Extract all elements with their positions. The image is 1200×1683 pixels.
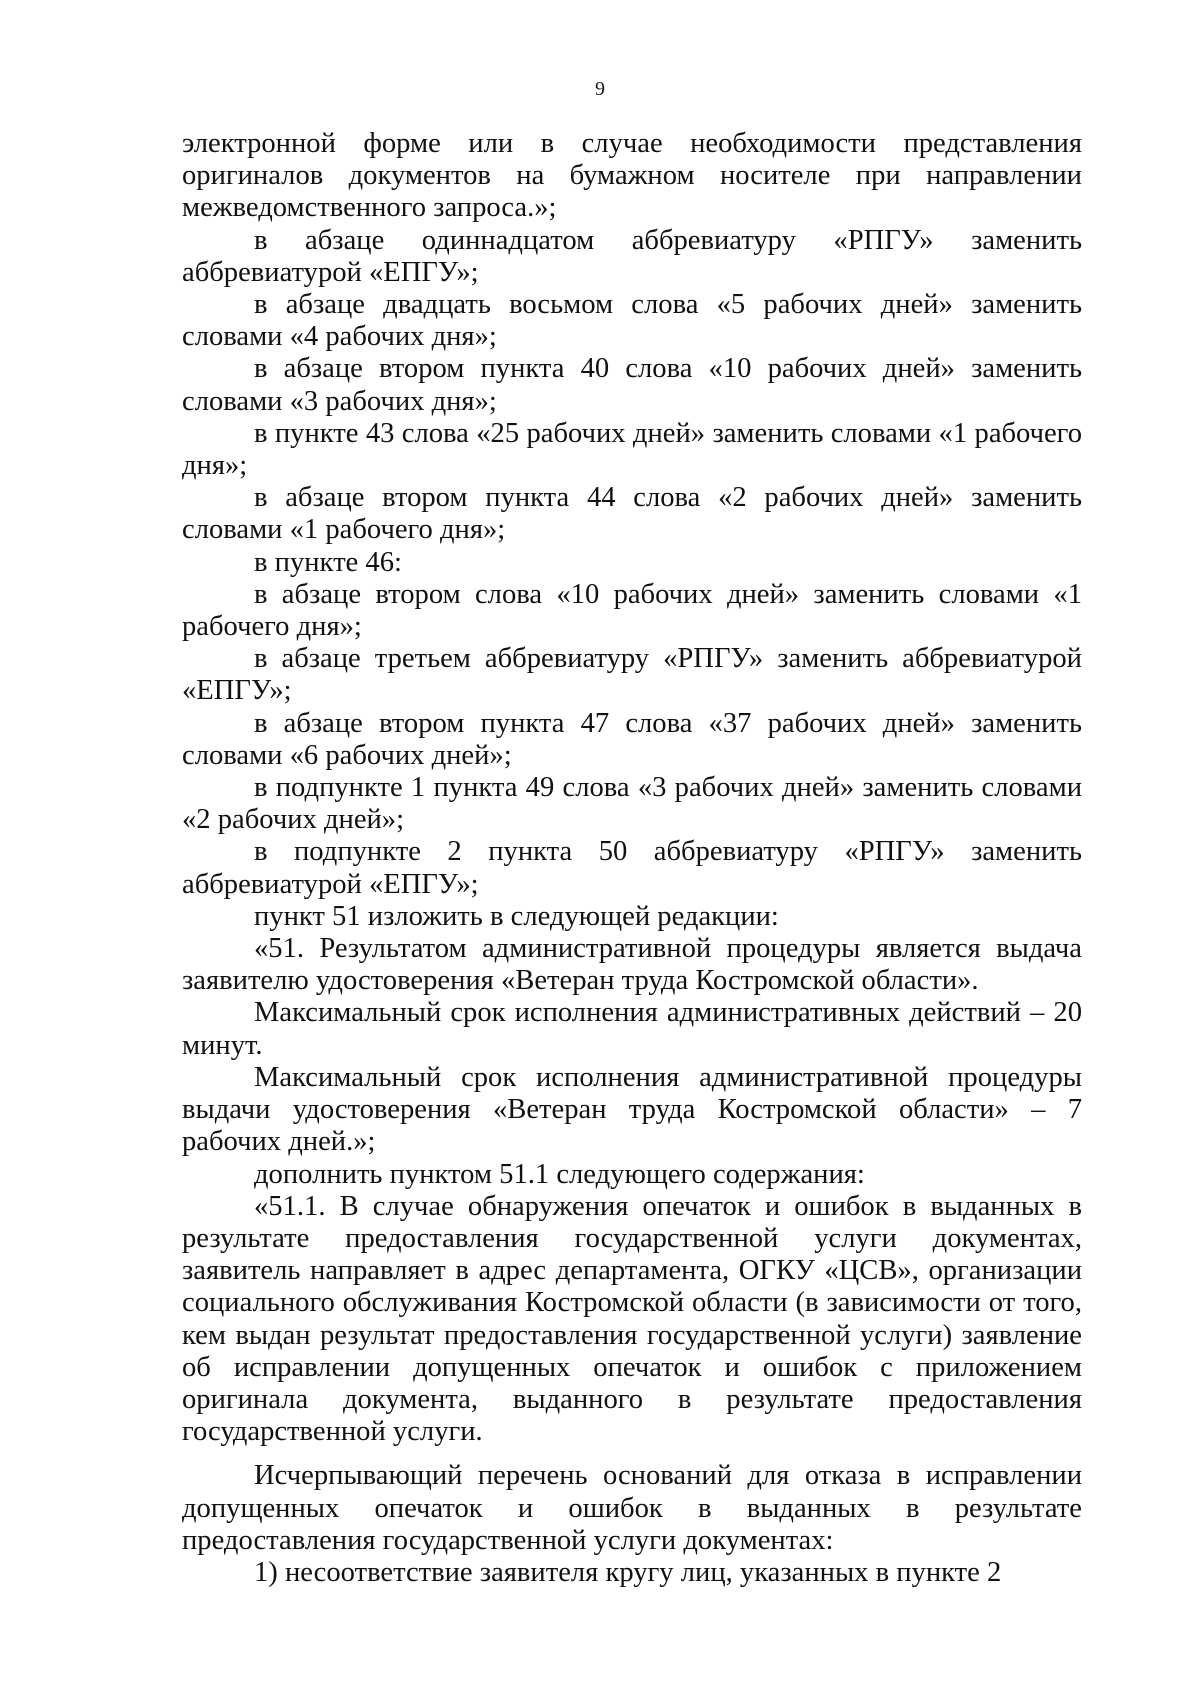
paragraph: в абзаце третьем аббревиатуру «РПГУ» заменить аббревиатурой «ЕПГУ»;: [182, 643, 1082, 707]
paragraph: «51.1. В случае обнаружения опечаток и ошибок в выданных в результате предоставления государственной услуги документах, заявитель направляет в адрес департамента, ОГКУ «ЦСВ», организации социального обслуживания Костромской области (в зависимости от того, кем выдан результат предоставления государственной услуги) заявление об исправлении допущенных опечаток и ошибок с приложением оригинала документа, выданного в результате предоставления государственной услуги.: [182, 1190, 1082, 1448]
paragraph: в абзаце одиннадцатом аббревиатуру «РПГУ» заменить аббревиатурой «ЕПГУ»;: [182, 224, 1082, 288]
paragraph: в подпункте 2 пункта 50 аббревиатуру «РПГУ» заменить аббревиатурой «ЕПГУ»;: [182, 836, 1082, 900]
paragraph-continuation: электронной форме или в случае необходимости представления оригиналов документов на бумажном носителе при направлении межведомственного запроса.»;: [182, 128, 1082, 224]
paragraph: в пункте 43 слова «25 рабочих дней» заменить словами «1 рабочего дня»;: [182, 417, 1082, 482]
paragraph: в абзаце втором пункта 47 слова «37 рабочих дней» заменить словами «6 рабочих дней»;: [182, 707, 1082, 771]
paragraph: в абзаце втором слова «10 рабочих дней» заменить словами «1 рабочего дня»;: [182, 578, 1082, 643]
paragraph: 1) несоответствие заявителя кругу лиц, указанных в пункте 2: [254, 1556, 1002, 1588]
paragraph: в подпункте 1 пункта 49 слова «3 рабочих дней» заменить словами «2 рабочих дней»;: [182, 772, 1082, 836]
paragraph: Исчерпывающий перечень оснований для отказа в исправлении допущенных опечаток и ошибок в выданных в результате предоставления государственной услуги документах:: [182, 1460, 1082, 1556]
page-number: 9: [595, 78, 605, 100]
paragraph: дополнить пунктом 51.1 следующего содержания:: [254, 1158, 865, 1190]
paragraph: «51. Результатом административной процедуры является выдача заявителю удостоверения «Ветеран труда Костромской области».: [182, 933, 1082, 997]
paragraph: в абзаце втором пункта 40 слова «10 рабочих дней» заменить словами «3 рабочих дня»;: [182, 353, 1082, 417]
paragraph: в абзаце двадцать восьмом слова «5 рабочих дней» заменить словами «4 рабочих дня»;: [182, 289, 1082, 353]
paragraph: Максимальный срок исполнения административных действий – 20 минут.: [182, 997, 1082, 1061]
paragraph: Максимальный срок исполнения административной процедуры выдачи удостоверения «Ветеран труда Костромской области» – 7 рабочих дней.»;: [182, 1061, 1082, 1158]
paragraph: пункт 51 изложить в следующей редакции:: [254, 900, 779, 932]
paragraph: в абзаце втором пункта 44 слова «2 рабочих дней» заменить словами «1 рабочего дня»;: [182, 482, 1082, 546]
paragraph: в пункте 46:: [254, 546, 402, 578]
document-body: [182, 128, 1082, 1589]
